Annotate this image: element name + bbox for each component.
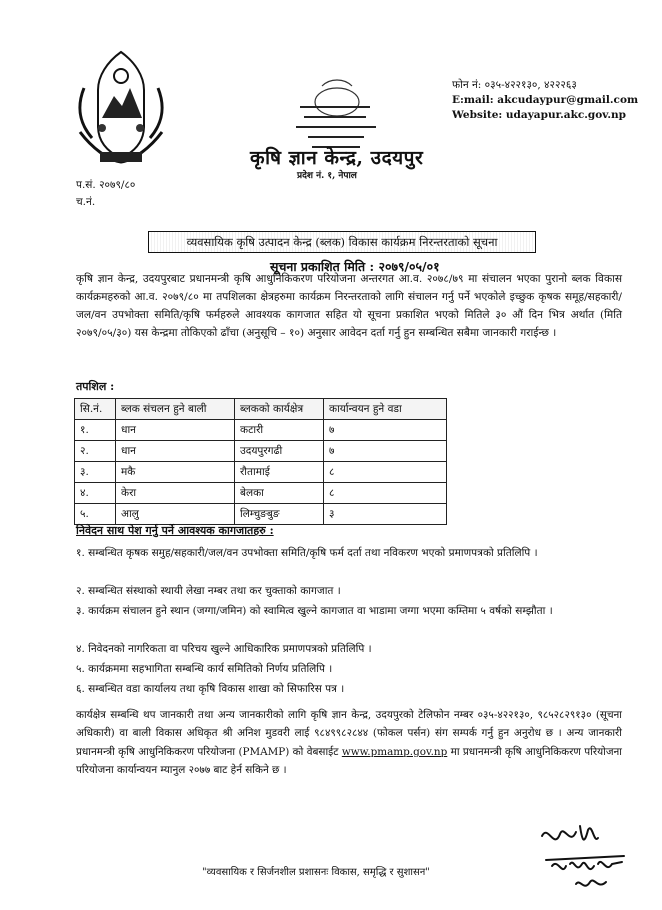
notice-title: व्यवसायिक कृषि उत्पादन केन्द्र (ब्लक) विकास कार्यक्रम निरन्तरताको सूचना (148, 231, 536, 253)
chalani-number: च.नं. (76, 196, 96, 208)
table-row (75, 504, 447, 525)
table-row (75, 441, 447, 462)
cell-area: रौतामाई (235, 462, 324, 483)
cell-sn: ४. (75, 483, 116, 504)
cell-area: उदयपुरगढी (235, 441, 324, 462)
requirements-title: निवेदन साथ पेश गर्नु पर्ने आवश्यक कागजातहरु : (76, 524, 274, 537)
requirement-item: ६. सम्बन्धित वडा कार्यालय तथा कृषि विकास शाखा को सिफारिस पत्र । (76, 683, 345, 695)
contact-paragraph (76, 706, 622, 780)
requirement-item: ४. निवेदनको नागरिकता वा परिचय खुल्ने आधिकारिक प्रमाणपत्रको प्रतिलिपि । (76, 643, 372, 655)
cell-ward: ८ (324, 483, 447, 504)
cell-sn: १. (75, 420, 116, 441)
header-sn: सि.नं. (75, 399, 116, 420)
contact-text-after: मा प्रधानमन्त्री कृषि आधुनिकिकरण परियोजना परियोजना कार्यान्वयन म्यानुल २०७७ बाट हेर्न सकिने छ । (76, 745, 622, 777)
header-crop: ब्लक संचलन हुने बाली (116, 399, 235, 420)
cell-ward: ३ (324, 504, 447, 525)
cell-ward: ८ (324, 462, 447, 483)
cell-area: कटारी (235, 420, 324, 441)
province-label: प्रदेश नं. १, नेपाल (297, 171, 357, 181)
table-label: तपशिल : (76, 380, 115, 393)
email-address: E:mail: akcudaypur@gmail.com (452, 94, 639, 106)
signature-icon (536, 820, 632, 898)
cell-crop: मकै (116, 462, 235, 483)
cell-crop: आलु (116, 504, 235, 525)
office-name: कृषि ज्ञान केन्द्र, उदयपुर (250, 147, 424, 169)
cell-sn: २. (75, 441, 116, 462)
requirement-item: १. सम्बन्धित कृषक समुह/सहकारी/जल/वन उपभोक्ता समिति/कृषि फर्म दर्ता तथा नविकरण भएको प्रमाणपत्रको प्रतिलिपि । (76, 547, 538, 559)
requirement-item: २. सम्बन्धित संस्थाको स्थायी लेखा नम्बर तथा कर चुक्ताको कागजात । (76, 585, 341, 597)
website-address: Website: udayapur.akc.gov.np (452, 109, 626, 121)
cell-ward: ७ (324, 420, 447, 441)
pmamp-website-link[interactable]: www.pmamp.gov.np (341, 745, 448, 758)
header-ward: कार्यान्वयन हुने वडा (324, 399, 447, 420)
requirement-item: ५. कार्यक्रममा सहभागिता सम्बन्धि कार्य समितिको निर्णय प्रतिलिपि । (76, 663, 333, 675)
intro-paragraph: कृषि ज्ञान केन्द्र, उदयपुरबाट प्रधानमन्त्री कृषि आधुनिकिकरण परियोजना अन्तरगत आ.व. २०७८/७९ मा संचालन भएका पुरानो ब्लक विकास कार्यक्रमहरुको आ.व. २०७९/८० मा तपशिलका क्षेत्रहरुमा कार्यक्रम निरन्तरताको लागि संचालन गर्नु पर्ने भएकोले इच्छुक कृषक समूह/सहकारी/जल/वन उपभोक्ता समिति/कृषि फर्महरुले आवश्यक कागजात सहित यो सूचना प्रकाशित भएको मितिले ३० औं दिन भित्र अर्थात (मिति २०७९/०५/३०) यस केन्द्रमा तोकिएको ढाँचा (अनुसूचि – १०) अनुसार आवेदन दर्ता गर्नु हुन सम्बन्धित सबैमा जानकारी गराईन्छ । (76, 273, 622, 339)
cell-ward: ७ (324, 441, 447, 462)
header-area: ब्लकको कार्यक्षेत्र (235, 399, 324, 420)
cell-area: बेलका (235, 483, 324, 504)
details-table (74, 398, 447, 525)
cell-crop: धान (116, 441, 235, 462)
publish-date: सूचना प्रकाशित मिति : २०७९/०५/०१ (270, 259, 440, 274)
requirement-item: ३. कार्यक्रम संचालन हुने स्थान (जग्गा/जमिन) को स्वामित्व खुल्ने कागजात वा भाडामा जग्गा भएमा कम्तिमा ५ वर्षको सम्झौता । (76, 605, 553, 617)
cell-crop: केरा (116, 483, 235, 504)
cell-area: लिम्चुङबुङ (235, 504, 324, 525)
cell-sn: ३. (75, 462, 116, 483)
nepal-emblem-icon (72, 48, 170, 168)
table-row (75, 462, 447, 483)
table-row (75, 420, 447, 441)
contact-text-before: कार्यक्षेत्र सम्बन्धि थप जानकारी तथा अन्य जानकारीको लागि कृषि ज्ञान केन्द्र, उदयपुरको टेलिफोन नम्बर ०३५-४२२१३०, ९८५२८२९१३० (सूचना अधिकारी) वा बाली विकास अधिकृत श्री अनिश मुडवरी लाई ९८४९९८२८४४ (फोकल पर्सन) संग सम्पर्क गर्नु हुन अनुरोध छ । अन्य जानकारी प्रधानमन्त्री कृषि आधुनिकिकरण परियोजना (PMAMP) को वेबसाईट (76, 709, 622, 758)
patra-sankhya: प.सं. २०७९/८० (76, 179, 136, 191)
table-header-row (75, 399, 447, 420)
contact-info (452, 78, 638, 123)
cell-crop: धान (116, 420, 235, 441)
cell-sn: ५. (75, 504, 116, 525)
table-row (75, 483, 447, 504)
phone-number: फोन नं: ०३५-४२२१३०, ४२२२६३ (452, 79, 577, 91)
footer-motto: "व्यवसायिक र सिर्जनशील प्रशासनः विकास, समृद्धि र सुशासन" (202, 867, 430, 878)
